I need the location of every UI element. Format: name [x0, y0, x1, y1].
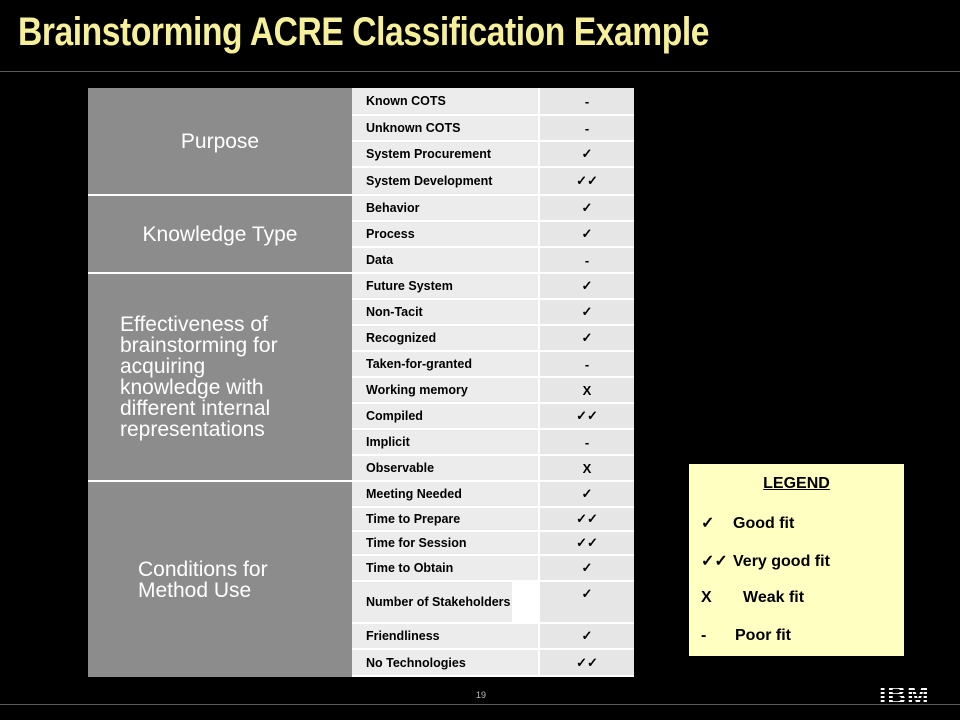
table-row [352, 352, 634, 376]
table-row [352, 650, 634, 675]
row-rating: ✓✓ [540, 168, 634, 194]
table-row [352, 88, 634, 114]
ibm-logo: IBM [879, 680, 930, 710]
row-label: Working memory [352, 378, 538, 402]
legend-symbol: X [701, 589, 712, 606]
row-label: Observable [352, 456, 538, 480]
row-label: Data [352, 248, 538, 272]
row-rating: ✓ [540, 556, 634, 580]
legend-item [701, 513, 794, 533]
legend-text: Good fit [733, 515, 795, 532]
row-rating: ✓ [540, 482, 634, 506]
row-rating: ✓ [540, 196, 634, 220]
table-row [352, 532, 634, 554]
row-rating: ✓ [540, 326, 634, 350]
row-label: Future System [352, 274, 538, 298]
row-label: Process [352, 222, 538, 246]
legend-item [701, 551, 830, 571]
row-rating: - [540, 248, 634, 272]
table-row [352, 482, 634, 506]
row-rating: X [540, 456, 634, 480]
table-row [352, 378, 634, 402]
footer-divider [0, 704, 960, 705]
row-label: Non-Tacit [352, 300, 538, 324]
row-label: Time to Prepare [352, 508, 538, 530]
legend-symbol: ✓ [701, 515, 715, 532]
table-row [352, 222, 634, 246]
row-label: Known COTS [352, 88, 538, 114]
classification-table [88, 88, 634, 677]
row-label: Behavior [352, 196, 538, 220]
row-rating: - [540, 116, 634, 140]
page-title: Brainstorming ACRE Classification Example [18, 10, 710, 54]
table-row [352, 582, 634, 622]
row-rating: ✓✓ [540, 404, 634, 428]
category-knowledge-type [88, 196, 352, 272]
legend-title: LEGEND [763, 475, 830, 492]
row-label: Time to Obtain [352, 556, 538, 580]
category-label: Knowledge Type [142, 222, 298, 246]
row-label: Implicit [352, 430, 538, 454]
row-rating: - [540, 352, 634, 376]
legend-symbol: - [701, 627, 707, 644]
table-row [352, 300, 634, 324]
legend-text: Weak fit [743, 589, 805, 606]
legend-symbol: ✓✓ [701, 553, 728, 570]
category-label: Effectiveness of brainstorming for acquiring knowledge with different internal representations [120, 313, 278, 441]
row-label: System Procurement [352, 142, 538, 166]
table-row [352, 326, 634, 350]
legend-item [701, 627, 791, 645]
row-rating: X [540, 378, 634, 402]
legend-text: Very good fit [733, 553, 830, 570]
table-row [352, 404, 634, 428]
row-label: Meeting Needed [352, 482, 538, 506]
row-label: Time for Session [352, 532, 538, 554]
category-label: Conditions for Method Use [138, 557, 268, 602]
table-row [352, 556, 634, 580]
row-label: No Technologies [352, 650, 538, 675]
row-rating: ✓ [540, 582, 634, 622]
row-rating: ✓✓ [540, 532, 634, 554]
table-row [352, 624, 634, 648]
table-row [352, 274, 634, 298]
table-row [352, 456, 634, 480]
page-number: 19 [475, 690, 486, 700]
row-rating: - [540, 430, 634, 454]
table-row [352, 168, 634, 194]
row-label: Recognized [352, 326, 538, 350]
row-label: Compiled [352, 404, 538, 428]
row-rating: ✓ [540, 142, 634, 166]
table-row [352, 430, 634, 454]
category-label: Purpose [180, 129, 260, 153]
table-row [352, 248, 634, 272]
table-row [352, 142, 634, 166]
row-label: Friendliness [352, 624, 538, 648]
legend-box [689, 464, 904, 656]
row-rating: ✓ [540, 274, 634, 298]
category-purpose [88, 88, 352, 194]
row-rating: ✓✓ [540, 650, 634, 675]
row-rating: ✓ [540, 300, 634, 324]
row-label: Taken-for-granted [352, 352, 538, 376]
row-rating: ✓ [540, 624, 634, 648]
title-divider [0, 71, 960, 72]
row-label: Number of Stakeholders [352, 582, 512, 622]
row-rating: ✓✓ [540, 508, 634, 530]
legend-text: Poor fit [735, 627, 791, 644]
table-row [352, 508, 634, 530]
row-rating: - [540, 88, 634, 114]
table-row [352, 196, 634, 220]
category-conditions [88, 482, 352, 677]
row-label: System Development [352, 168, 538, 194]
category-effectiveness [88, 274, 352, 480]
row-label: Unknown COTS [352, 116, 538, 140]
legend-item [701, 589, 804, 607]
row-rating: ✓ [540, 222, 634, 246]
table-row [352, 116, 634, 140]
